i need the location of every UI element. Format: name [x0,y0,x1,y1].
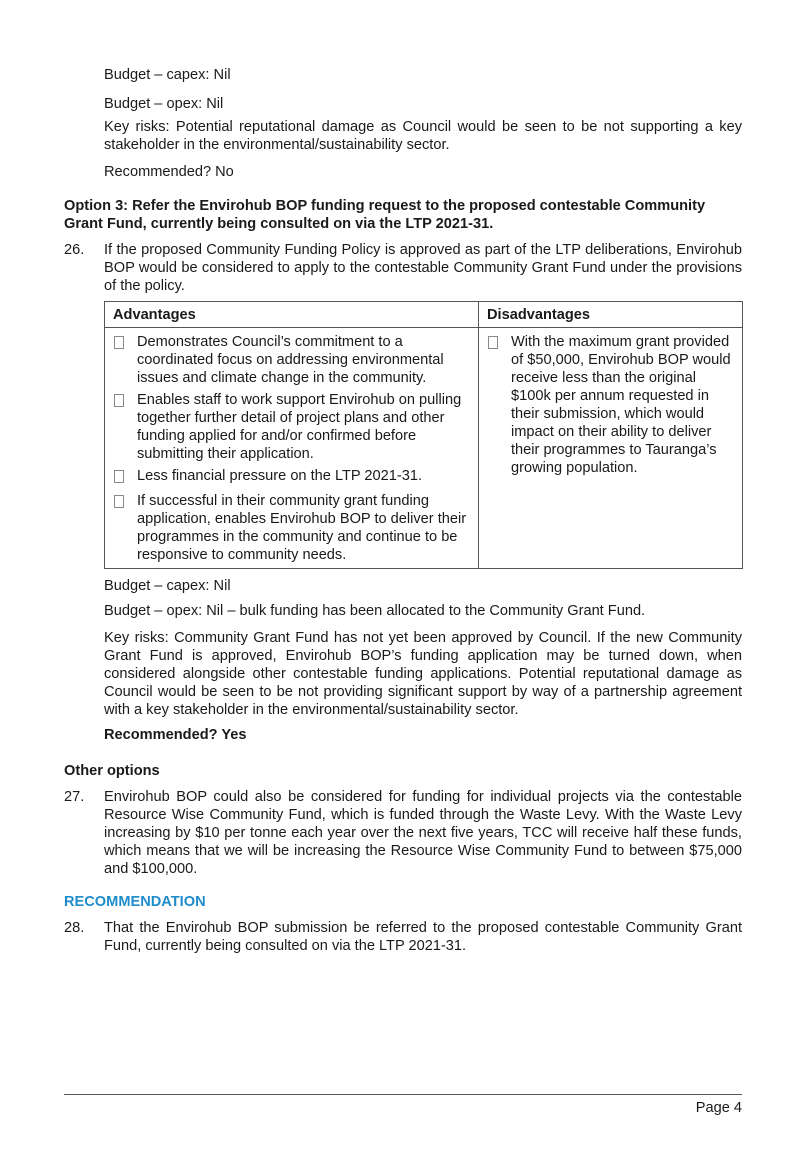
advantages-cell [105,328,479,569]
option2-opex: Budget – opex: Nil [104,96,224,112]
advantages-disadvantages-table [104,301,743,569]
option3-capex: Budget – capex: Nil [104,578,231,594]
recommendation-heading: RECOMMENDATION [64,894,206,910]
other-options-heading: Other options [64,763,160,779]
option2-capex: Budget – capex: Nil [104,67,231,83]
disadvantages-cell [479,328,743,569]
para-27-text: Envirohub BOP could also be considered for funding for individual projects via the contestable Resource Wise Community Fund, which is funded through the Waste Levy. With the Waste Levy increasing by $10 per tonne each year over the next five years, TCC will receive half these funds, which means that we will be increasing the Resource Wise Community Fund to between $75,000 and $100,000. [104,789,742,877]
checkbox-bullet-icon [114,336,124,349]
para-27-number: 27. [64,789,85,805]
option2-recommended: Recommended? No [104,164,234,180]
advantage-item: If successful in their community grant funding application, enables Envirohub BOP to deliver their programmes in the community and continue to be responsive to community needs. [111,492,470,564]
para-26-number: 26. [64,242,85,258]
disadvantages-header: Disadvantages [479,302,743,328]
para-26-text: If the proposed Community Funding Policy is approved as part of the LTP deliberations, Envirohub BOP would be considered to apply to the contestable Community Grant Fund under the provisions of the policy. [104,242,742,294]
footer-divider [64,1094,742,1095]
option3-heading: Option 3: Refer the Envirohub BOP funding request to the proposed contestable Community Grant Fund, currently being consulted on via the LTP 2021-31. [64,198,706,232]
advantage-item: Less financial pressure on the LTP 2021-31. [111,467,470,488]
option2-risks: Key risks: Potential reputational damage as Council would be seen to be not supporting a key stakeholder in the environmental/sustainability sector. [104,119,742,153]
checkbox-bullet-icon [114,470,124,483]
option3-opex: Budget – opex: Nil – bulk funding has been allocated to the Community Grant Fund. [104,603,646,619]
para-28-number: 28. [64,920,85,936]
page-number: Page 4 [695,1100,742,1116]
checkbox-bullet-icon [114,394,124,407]
option3-risks: Key risks: Community Grant Fund has not yet been approved by Council. If the new Community Grant Fund is approved, Envirohub BOP’s funding application may be turned down, when considered alongside other contestable funding applications. Potential reputational damage as Council would be seen to be not providing significant support by way of a partnership agreement with a key stakeholder in the environmental/sustainability sector. [104,630,742,718]
checkbox-bullet-icon [114,495,124,508]
advantage-item: Demonstrates Council’s commitment to a coordinated focus on addressing environmental issues and climate change in the community. [111,333,470,387]
option3-recommended: Recommended? Yes [104,727,247,743]
para-28-text: That the Envirohub BOP submission be referred to the proposed contestable Community Grant Fund, currently being consulted on via the LTP 2021-31. [104,920,742,954]
disadvantage-item: With the maximum grant provided of $50,000, Envirohub BOP would receive less than the original $100k per annum requested in their submission, which would impact on their ability to deliver their programmes to Tauranga’s growing population. [485,333,734,477]
advantages-header: Advantages [105,302,479,328]
checkbox-bullet-icon [488,336,498,349]
advantage-item: Enables staff to work support Envirohub on pulling together further detail of project plans and other funding applied for and/or confirmed before submitting their application. [111,391,470,463]
